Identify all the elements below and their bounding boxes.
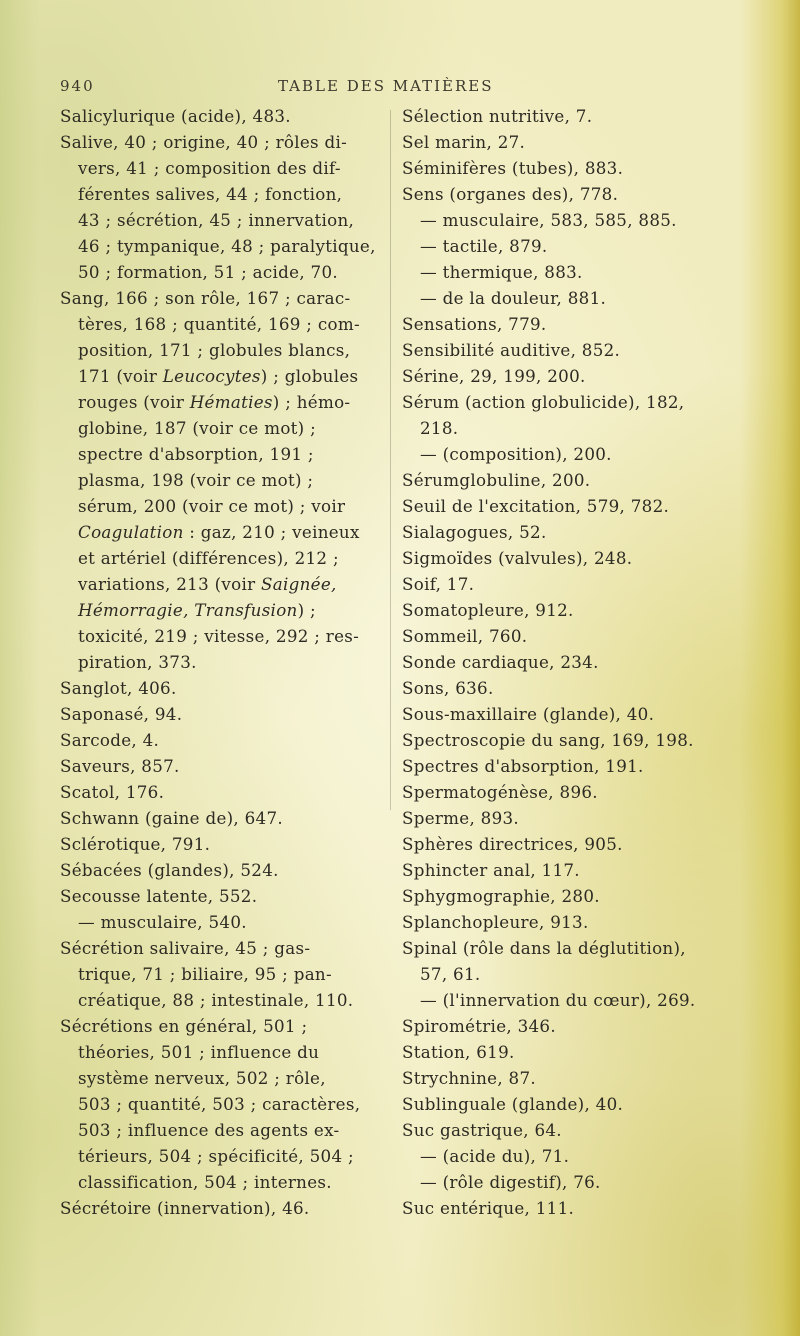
index-entry-line: Sérine, 29, 199, 200.: [402, 366, 586, 386]
index-entry-line: — (composition), 200.: [420, 444, 612, 464]
index-entry-line: Sigmoïdes (valvules), 248.: [402, 548, 633, 568]
index-entry-line: spectre d'absorption, 191 ;: [78, 444, 314, 464]
entry-text: ) ; globules: [260, 366, 359, 386]
index-entry-line: 503 ; quantité, 503 ; caractères,: [78, 1094, 361, 1114]
index-column-right: [402, 103, 754, 1221]
index-entry-line: Sommeil, 760.: [402, 626, 528, 646]
page-header: [60, 77, 760, 99]
index-entry-line: créatique, 88 ; intestinale, 110.: [78, 990, 354, 1010]
index-entry-line: Seuil de l'excitation, 579, 782.: [402, 496, 670, 516]
index-entry-line: — thermique, 883.: [420, 262, 583, 282]
index-entry-line: Sérum (action globulicide), 182,: [402, 392, 685, 412]
index-entry-line: Sens (organes des), 778.: [402, 184, 619, 204]
page-number: 940: [60, 77, 95, 95]
index-entry-line: Sphères directrices, 905.: [402, 834, 623, 854]
index-entry-line: Sous-maxillaire (glande), 40.: [402, 704, 655, 724]
index-entry-line: Sensations, 779.: [402, 314, 547, 334]
index-entry-line: Spectroscopie du sang, 169, 198.: [402, 730, 694, 750]
index-entry-line: — (l'innervation du cœur), 269.: [420, 990, 696, 1010]
index-entry-line: térieurs, 504 ; spécificité, 504 ;: [78, 1146, 354, 1166]
index-entry-line: [60, 597, 390, 623]
index-entry-line: trique, 71 ; biliaire, 95 ; pan-: [78, 964, 332, 984]
index-entry-line: 57, 61.: [420, 964, 481, 984]
index-entry-line: 43 ; sécrétion, 45 ; innervation,: [78, 210, 355, 230]
index-entry-line: Spermatogénèse, 896.: [402, 782, 598, 802]
index-entry-line: Sonde cardiaque, 234.: [402, 652, 599, 672]
index-entry-line: — tactile, 879.: [420, 236, 548, 256]
index-entry-line: — musculaire, 540.: [78, 912, 247, 932]
index-entry-line: — (acide du), 71.: [420, 1146, 570, 1166]
index-entry-line: Splanchopleure, 913.: [402, 912, 589, 932]
index-entry-line: Spinal (rôle dans la déglutition),: [402, 938, 686, 958]
index-entry-line: tères, 168 ; quantité, 169 ; com-: [78, 314, 360, 334]
index-entry-line: 46 ; tympanique, 48 ; paralytique,: [78, 236, 376, 256]
index-entry-line: Sialagogues, 52.: [402, 522, 547, 542]
index-entry-line: Spirométrie, 346.: [402, 1016, 556, 1036]
index-entry-line: vers, 41 ; composition des dif-: [78, 158, 341, 178]
index-entry-line: Scatol, 176.: [60, 782, 165, 802]
index-entry-line: position, 171 ; globules blancs,: [78, 340, 351, 360]
index-entry-line: Sclérotique, 791.: [60, 834, 211, 854]
index-entry-line: théories, 501 ; influence du: [78, 1042, 320, 1062]
index-entry-line: Strychnine, 87.: [402, 1068, 536, 1088]
index-entry-line: Suc entérique, 111.: [402, 1198, 575, 1218]
index-entry-line: Séminifères (tubes), 883.: [402, 158, 624, 178]
index-entry-line: — musculaire, 583, 585, 885.: [420, 210, 677, 230]
running-title: TABLE DES MATIÈRES: [278, 77, 494, 95]
index-entry-line: Sécrétoire (innervation), 46.: [60, 1198, 310, 1218]
index-entry-line: toxicité, 219 ; vitesse, 292 ; res-: [78, 626, 360, 646]
index-entry-line: [60, 389, 390, 415]
index-entry-line: Schwann (gaine de), 647.: [60, 808, 283, 828]
index-entry-line: sérum, 200 (voir ce mot) ; voir: [78, 496, 346, 516]
entry-cross-reference: Hématies: [189, 392, 273, 412]
index-entry-line: [60, 571, 390, 597]
index-entry-line: 218.: [420, 418, 459, 438]
index-entry-line: [60, 519, 390, 545]
index-entry-line: Sublinguale (glande), 40.: [402, 1094, 624, 1114]
index-entry-line: classification, 504 ; internes.: [78, 1172, 332, 1192]
index-entry-line: — (rôle digestif), 76.: [420, 1172, 601, 1192]
index-entry-line: Saveurs, 857.: [60, 756, 180, 776]
index-entry-line: Secousse latente, 552.: [60, 886, 258, 906]
index-entry-line: Sphincter anal, 117.: [402, 860, 580, 880]
index-entry-line: globine, 187 (voir ce mot) ;: [78, 418, 317, 438]
index-entry-line: Sélection nutritive, 7.: [402, 106, 593, 126]
index-entry-line: 503 ; influence des agents ex-: [78, 1120, 340, 1140]
index-entry-line: Salicylurique (acide), 483.: [60, 106, 291, 126]
index-entry-line: Soif, 17.: [402, 574, 475, 594]
index-entry-line: piration, 373.: [78, 652, 197, 672]
page-edge-shading-left: [0, 0, 40, 1336]
index-column-left: [60, 103, 390, 1221]
index-entry-line: Saponasé, 94.: [60, 704, 183, 724]
entry-text: ) ;: [297, 600, 316, 620]
index-entry-line: système nerveux, 502 ; rôle,: [78, 1068, 326, 1088]
index-entry-line: Station, 619.: [402, 1042, 515, 1062]
index-entry-line: Sébacées (glandes), 524.: [60, 860, 279, 880]
entry-text: 171 (voir: [78, 366, 163, 386]
index-entry-line: Sphygmographie, 280.: [402, 886, 600, 906]
index-entry-line: plasma, 198 (voir ce mot) ;: [78, 470, 314, 490]
index-entry-line: Sécrétions en général, 501 ;: [60, 1016, 308, 1036]
index-entry-line: Sons, 636.: [402, 678, 494, 698]
index-entry-line: Sécrétion salivaire, 45 ; gas-: [60, 938, 311, 958]
index-entry-line: Sensibilité auditive, 852.: [402, 340, 621, 360]
entry-cross-reference: Coagulation: [78, 522, 184, 542]
index-entry-line: Sperme, 893.: [402, 808, 520, 828]
index-entry-line: Sarcode, 4.: [60, 730, 160, 750]
index-entry-line: Sel marin, 27.: [402, 132, 526, 152]
entry-cross-reference: Hémorragie, Transfusion: [78, 600, 298, 620]
index-entry-line: Salive, 40 ; origine, 40 ; rôles di-: [60, 132, 348, 152]
column-divider: [390, 110, 391, 810]
index-entry-line: [60, 363, 390, 389]
entry-text: rouges (voir: [78, 392, 190, 412]
index-entry-line: Suc gastrique, 64.: [402, 1120, 562, 1140]
index-entry-line: Sanglot, 406.: [60, 678, 177, 698]
entry-text: ) ; hémo-: [272, 392, 351, 412]
index-entry-line: férentes salives, 44 ; fonction,: [78, 184, 343, 204]
entry-cross-reference: Leucocytes: [162, 366, 261, 386]
entry-cross-reference: Saignée,: [261, 574, 337, 594]
entry-text: variations, 213 (voir: [78, 574, 262, 594]
index-entry-line: 50 ; formation, 51 ; acide, 70.: [78, 262, 338, 282]
index-entry-line: et artériel (différences), 212 ;: [78, 548, 339, 568]
index-entry-line: Sérumglobuline, 200.: [402, 470, 591, 490]
index-entry-line: Somatopleure, 912.: [402, 600, 574, 620]
index-entry-line: Spectres d'absorption, 191.: [402, 756, 644, 776]
index-entry-line: — de la douleur, 881.: [420, 288, 607, 308]
index-entry-line: Sang, 166 ; son rôle, 167 ; carac-: [60, 288, 351, 308]
entry-text: : gaz, 210 ; veineux: [183, 522, 360, 542]
